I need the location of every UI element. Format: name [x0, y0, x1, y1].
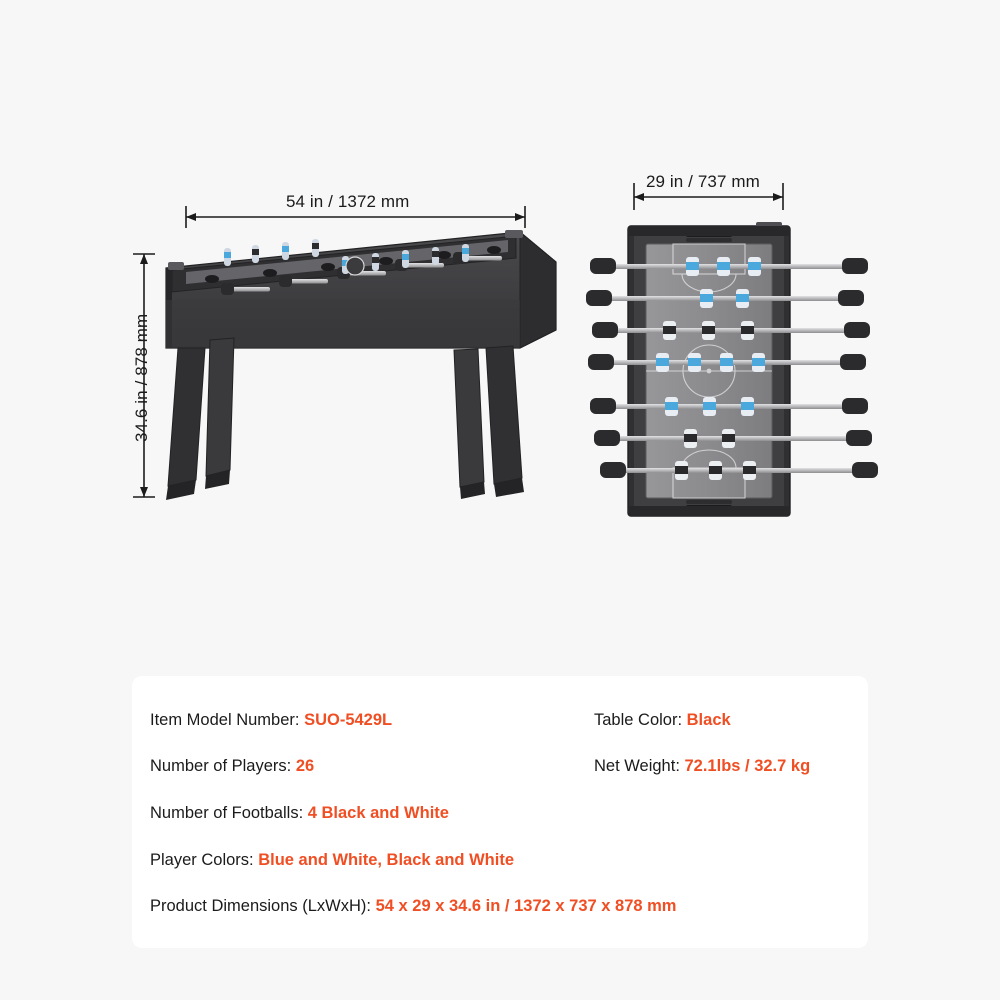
- spec-label: Player Colors:: [150, 851, 254, 869]
- specifications-card: [132, 676, 868, 948]
- spec-table-color: [594, 710, 731, 730]
- spec-value: Black: [686, 711, 731, 729]
- front-legs: [166, 338, 524, 500]
- spec-value: Blue and White, Black and White: [258, 851, 514, 869]
- spec-label: Product Dimensions (LxWxH):: [150, 897, 371, 915]
- spec-value: 72.1lbs / 32.7 kg: [684, 757, 811, 775]
- front-width-label: 54 in / 1372 mm: [286, 192, 410, 211]
- spec-label: Item Model Number:: [150, 711, 300, 729]
- spec-label: Table Color:: [594, 711, 683, 729]
- front-view-illustration: [133, 206, 556, 500]
- spec-number-of-players: [150, 756, 314, 776]
- spec-value: 26: [295, 757, 315, 775]
- top-view-illustration: [586, 183, 878, 516]
- spec-value: 4 Black and White: [307, 804, 449, 822]
- spec-net-weight: [594, 756, 810, 776]
- spec-label: Number of Players:: [150, 757, 292, 775]
- spec-label: Net Weight:: [594, 757, 680, 775]
- spec-label: Number of Footballs:: [150, 804, 304, 822]
- spec-item-model-number: [150, 710, 392, 730]
- spec-product-dimensions: [150, 896, 676, 916]
- spec-player-colors: [150, 850, 514, 870]
- top-width-label: 29 in / 737 mm: [646, 172, 760, 191]
- front-height-label: 34.6 in / 878 mm: [132, 313, 151, 442]
- spec-value: 54 x 29 x 34.6 in / 1372 x 737 x 878 mm: [375, 897, 677, 915]
- spec-value: SUO-5429L: [304, 711, 393, 729]
- spec-number-of-footballs: [150, 803, 449, 823]
